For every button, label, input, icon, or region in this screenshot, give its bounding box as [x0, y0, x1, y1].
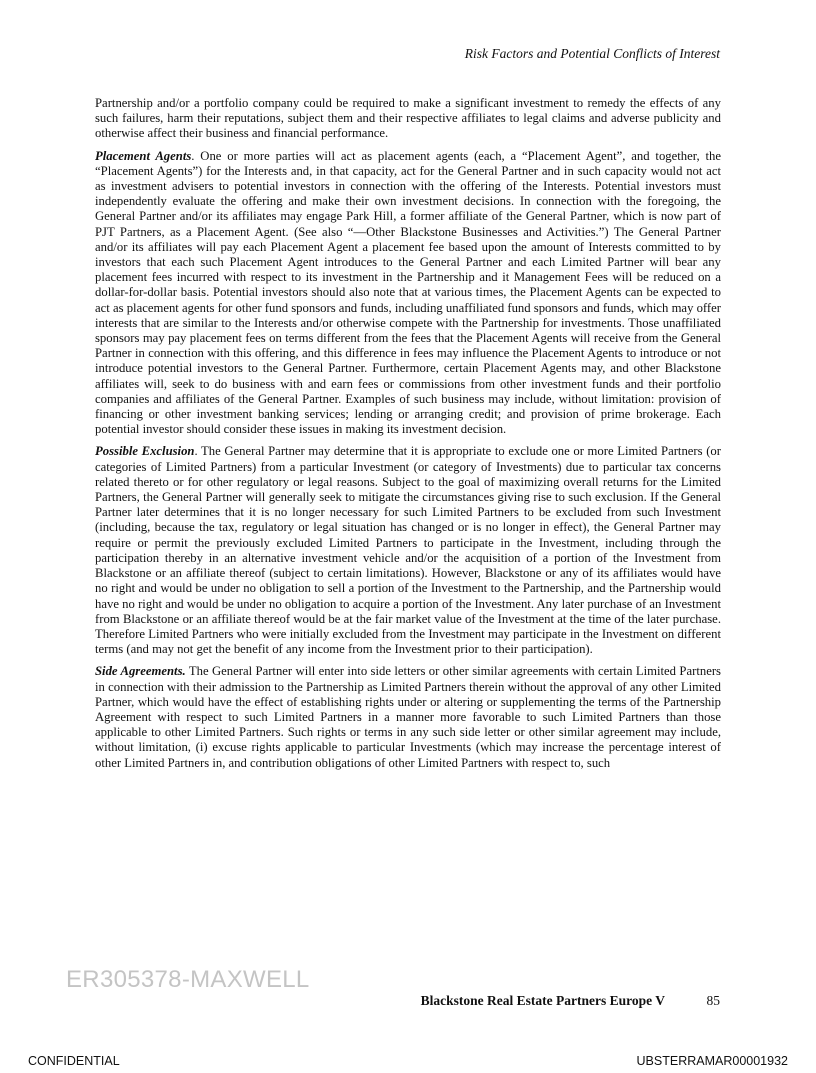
- paragraph-placement-agents: [95, 149, 721, 438]
- exhibit-watermark: ER305378-MAXWELL: [66, 966, 310, 993]
- body-text: [95, 96, 721, 778]
- footer-title: Blackstone Real Estate Partners Europe V: [420, 993, 665, 1008]
- paragraph-possible-exclusion: [95, 444, 721, 657]
- paragraph-continuation: [95, 96, 721, 142]
- paragraph-heading: Placement Agents: [95, 148, 192, 163]
- paragraph-heading: Side Agreements.: [95, 664, 186, 679]
- paragraph-text: Partnership and/or a portfolio company could be required to make a significant investment to remedy the effects of any such failures, harm their reputations, subject them and their respective affiliates to legal claims and adverse publicity and otherwise affect their business and financial performance.: [95, 96, 721, 141]
- bates-number: UBSTERRAMAR00001932: [636, 1054, 788, 1068]
- paragraph-text: . The General Partner may determine that it is appropriate to exclude one or more Limited Partners (or categories of Limited Partners) from a particular Investment (or category of Investments) due to particular tax concerns related thereto or for other regulatory or legal reasons. Subject to the goal of maximizing overall returns for the Limited Partners, the General Partner will generally seek to mitigate the circumstances giving rise to such exclusion. If the General Partner later determines that it is no longer necessary for such Limited Partners to be excluded from such Investment (including, because the tax, regulatory or legal situation has changed or is no longer in effect), the General Partner may require or permit the previously excluded Limited Partners to participate in the Investment, including through the participation thereby in an alternative investment vehicle and/or the acquisition of a portion of the Investment from Blackstone or an affiliate thereof (subject to certain limitations). However, Blackstone or any of its affiliates would have no right and would be under no obligation to sell a portion of the Investment to the Partnership, and the Partnership would have no right and would be under no obligation to acquire a portion of the Investment. Any later purchase of an Investment from Blackstone or an affiliate thereof would be at the fair market value of the Investment at the time of the later purchase. Therefore Limited Partners who were initially excluded from the Investment may participate in the Investment on different terms (and may not get the benefit of any income from the Investment prior to their participation).: [95, 444, 721, 657]
- paragraph-text: The General Partner will enter into side letters or other similar agreements with certain Limited Partners in connection with their admission to the Partnership as Limited Partners therein without the approval of any other Limited Partner, which would have the effect of establishing rights under or altering or supplementing the terms of the Partnership Agreement with respect to such Limited Partners in a manner more favorable to such Limited Partners than those applicable to other Limited Partners. Such rights or terms in any such side letter or other similar agreement may include, without limitation, (i) excuse rights applicable to particular Investments (which may increase the percentage interest of other Limited Partners in, and contribution obligations of other Limited Partners with respect to, such: [95, 664, 721, 770]
- paragraph-text: . One or more parties will act as placement agents (each, a “Placement Agent”, and together, the “Placement Agents”) for the Interests and, in that capacity, act for the General Partner and in such capacity would not act as investment advisers to potential investors in connection with the offering of the Interests. Potential investors must independently evaluate the offering and make their own investment decisions. In connection with the foregoing, the General Partner and/or its affiliates may engage Park Hill, a former affiliate of the General Partner, which is now part of PJT Partners, as a Placement Agent. (See also “—Other Blackstone Businesses and Activities.”) The General Partner and/or its affiliates will pay each Placement Agent a placement fee based upon the amount of Interests committed to by investors that each such Placement Agent introduces to the General Partner and each Limited Partner will bear any placement fees incurred with respect to its investment in the Partnership and it Management Fees will be reduced on a dollar-for-dollar basis. Potential investors should also note that at various times, the Placement Agents can be expected to act as placement agents for other fund sponsors and funds, including unaffiliated fund sponsors and funds, which may offer interests that are similar to the Interests and/or otherwise compete with the Partnership for investments. Those unaffiliated sponsors may pay placement fees on terms different from the fees that the Placement Agents will receive from the General Partner in connection with this offering, and this difference in fees may influence the Placement Agents to introduce or not introduce potential investors to the General Partner. Furthermore, certain Placement Agents may, and other Blackstone affiliates will, seek to do business with and earn fees or commissions from other investment funds and their portfolio companies and affiliates of the General Partner. Examples of such business may include, without limitation: provision of financing or other investment banking services; lending or arranging credit; and provision of prime brokerage. Each potential investor should consider these issues in making its investment decision.: [95, 148, 722, 437]
- running-header: Risk Factors and Potential Conflicts of Interest: [464, 46, 720, 61]
- page-number: 85: [706, 993, 720, 1008]
- paragraph-side-agreements: [95, 664, 721, 770]
- confidential-label: CONFIDENTIAL: [28, 1054, 120, 1068]
- paragraph-heading: Possible Exclusion: [95, 444, 195, 459]
